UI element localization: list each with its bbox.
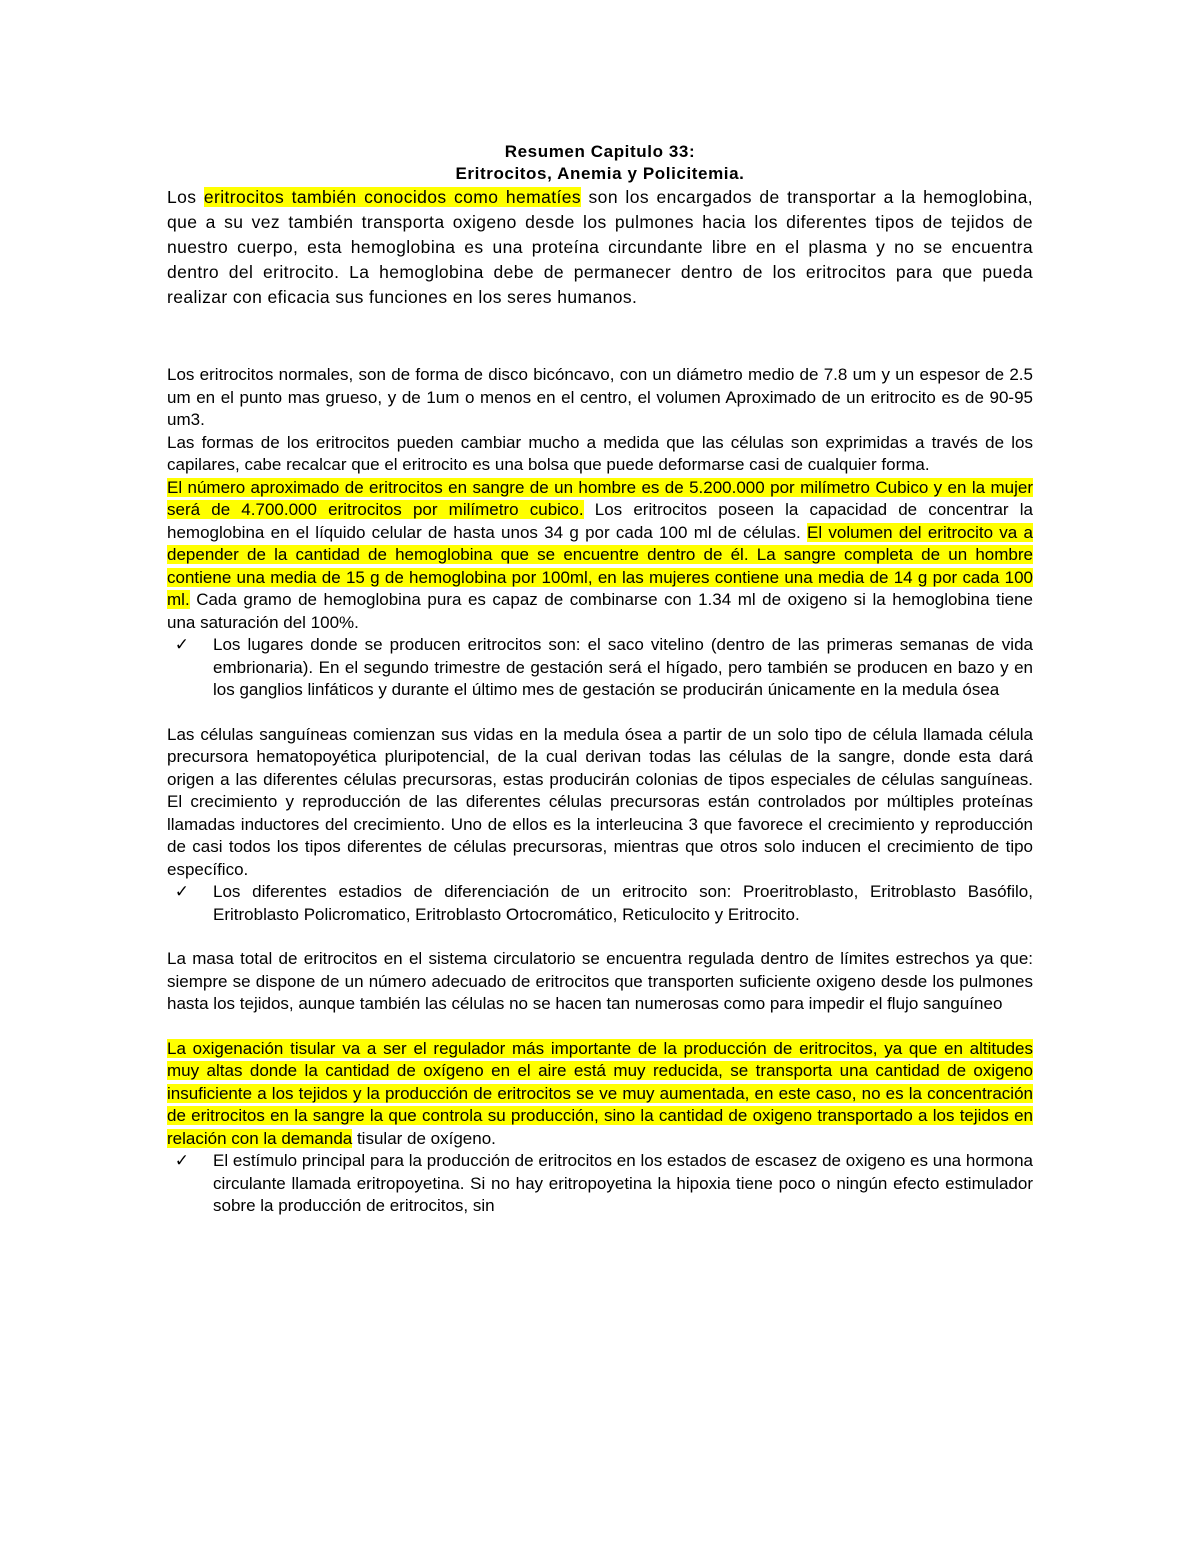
title-line-2: Eritrocitos, Anemia y Policitemia. bbox=[455, 164, 745, 183]
document-body bbox=[167, 141, 1033, 1218]
intro-text: son los encargados de transportar a la hemoglobina, que a su vez también transporta oxigeno desde los pulmones hacia los diferentes tipos de tejidos de nuestro cuerpo, esta hemoglobina es una proteína circundante libre en el plasma y no se encuentra dentro del eritrocito. La hemoglobina debe de permanecer dentro de los eritrocitos para que pueda realizar con eficacia sus funciones en los seres humanos. bbox=[167, 187, 1033, 307]
checkmark-icon: ✓ bbox=[174, 882, 189, 902]
spacer bbox=[167, 702, 1033, 724]
bullet-item bbox=[167, 881, 1033, 926]
paragraph-numero-eritrocitos bbox=[167, 477, 1033, 635]
highlighted-text: El volumen del eritrocito va a depender de la cantidad de hemoglobina que se encuentre dentro de él. La sangre completa de un hombre contiene una media de 15 g de hemoglobina por 100ml, en las mujeres contiene una media de 14 g por cada 100 ml. bbox=[167, 522, 1033, 609]
paragraph-eritrocitos-forma: Los eritrocitos normales, son de forma de disco bicóncavo, con un diámetro medio de 7.8 um y un espesor de 2.5 um en el punto mas grueso, y de 1um o menos en el centro, el volumen Aproximado de un eritrocito es de 90-95 um3. bbox=[167, 365, 1033, 429]
bullet-text-estimulo: El estímulo principal para la producción de eritrocitos en los estados de escasez de oxigeno es una hormona circulante llamada eritropoyetina. Si no hay eritropoyetina la hipoxia tiene poco o ningún efecto estimulador sobre la producción de eritrocitos, sin bbox=[213, 1151, 1033, 1215]
checkmark-icon: ✓ bbox=[174, 635, 189, 655]
highlighted-text: El número aproximado de eritrocitos en sangre de un hombre es de 5.200.000 por milímetro Cubico y en la mujer será de 4.700.000 eritrocitos por milímetro cubico. bbox=[167, 477, 1033, 519]
bullet-item bbox=[167, 1150, 1033, 1218]
checkmark-icon: ✓ bbox=[174, 1151, 189, 1171]
bullet-text-estadios: Los diferentes estadios de diferenciación de un eritrocito son: Proeritroblasto, Eritroblasto Basófilo, Eritroblasto Policromatico, Eritroblasto Ortocromático, Reticulocito y Eritrocito. bbox=[213, 882, 1033, 924]
intro-paragraph bbox=[167, 185, 1033, 310]
paragraph-oxigenacion bbox=[167, 1038, 1033, 1151]
paragraph-text: tisular de oxígeno. bbox=[352, 1128, 496, 1148]
paragraph-eritrocitos-deformacion: Las formas de los eritrocitos pueden cambiar mucho a medida que las células son exprimidas a través de los capilares, cabe recalcar que el eritrocito es una bolsa que puede deformarse casi de cualquier forma. bbox=[167, 432, 1033, 474]
paragraph-text: Los eritrocitos poseen la capacidad de concentrar la hemoglobina en el líquido celular de hasta unos 34 g por cada 100 ml de células. bbox=[167, 500, 1033, 542]
highlighted-text: eritrocitos también conocidos como hematíes bbox=[203, 187, 582, 207]
paragraph-text: Cada gramo de hemoglobina pura es capaz de combinarse con 1.34 ml de oxigeno si la hemoglobina tiene una saturación del 100%. bbox=[167, 590, 1033, 632]
spacer bbox=[167, 1016, 1033, 1038]
bullet-item bbox=[167, 634, 1033, 702]
paragraph-celulas-sanguineas: Las células sanguíneas comienzan sus vidas en la medula ósea a partir de un solo tipo de célula llamada célula precursora hematopoyética pluripotencial, de la cual derivan todas las células de la sangre, donde esta dará origen a las diferentes células precursoras, estas producirán colonias de tipos especiales de células sanguíneas. El crecimiento y reproducción de las diferentes células precursoras están controlados por múltiples proteínas llamadas inductores del crecimiento. Uno de ellos es la interleucina 3 que favorece el crecimiento y reproducción de casi todos los tipos diferentes de células precursoras, mientras que otros solo inducen el crecimiento de tipo específico. bbox=[167, 724, 1033, 879]
highlighted-text: La oxigenación tisular va a ser el regulador más importante de la producción de eritrocitos, ya que en altitudes muy altas donde la cantidad de oxígeno en el aire está muy reducida, se transporta una cantidad de oxigeno insuficiente a los tejidos y la producción de eritrocitos se ve muy aumentada, en este caso, no es la concentración de eritrocitos en la sangre la que controla su producción, sino la cantidad de oxigeno transportado a los tejidos en relación con la demanda bbox=[167, 1038, 1033, 1148]
paragraph-masa-total: La masa total de eritrocitos en el sistema circulatorio se encuentra regulada dentro de límites estrechos ya que: siempre se dispone de un número adecuado de eritrocitos que transporten suficiente oxigeno desde los pulmones hasta los tejidos, aunque también las células no se hacen tan numerosas como para impedir el flujo sanguíneo bbox=[167, 949, 1033, 1013]
bullet-text-lugares: Los lugares donde se producen eritrocitos son: el saco vitelino (dentro de las primeras semanas de vida embrionaria). En el segundo trimestre de gestación será el hígado, pero también se producen en bazo y en los ganglios linfáticos y durante el último mes de gestación se producirán únicamente en la medula ósea bbox=[213, 635, 1033, 699]
title-line-1: Resumen Capitulo 33: bbox=[504, 142, 696, 161]
spacer bbox=[167, 926, 1033, 948]
intro-text: Los bbox=[167, 187, 204, 207]
spacer bbox=[167, 310, 1033, 364]
